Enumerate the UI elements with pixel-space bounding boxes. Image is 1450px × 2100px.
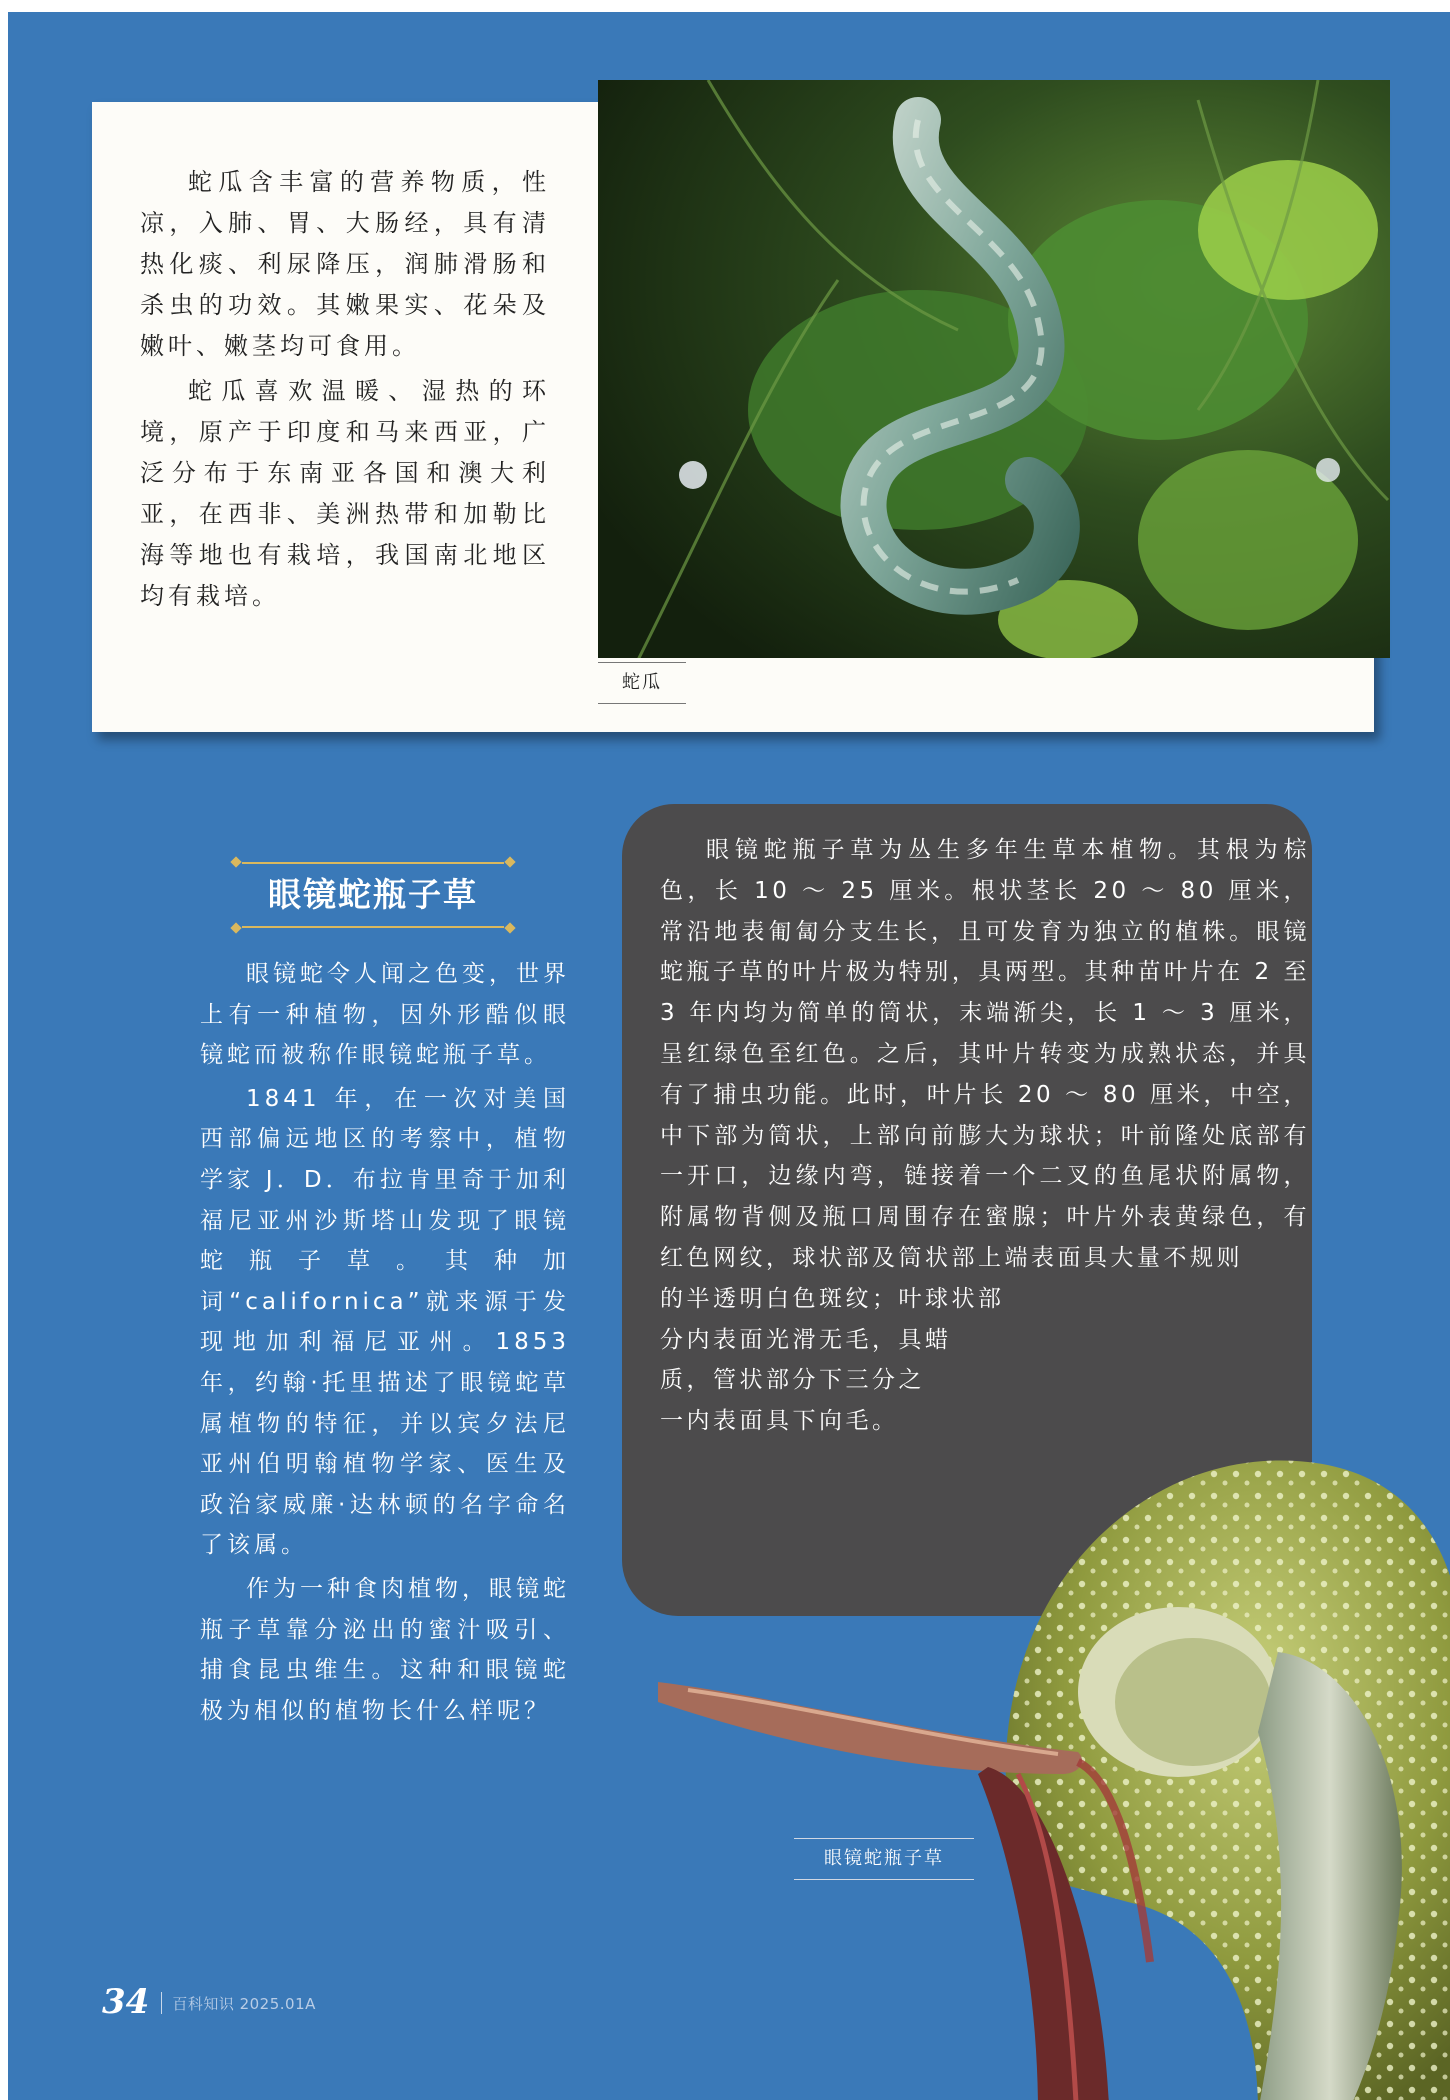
snake-gourd-photo (598, 80, 1390, 658)
left-paragraph-1: 眼镜蛇令人闻之色变，世界上有一种植物，因外形酷似眼镜蛇而被称作眼镜蛇瓶子草。 (200, 961, 570, 1069)
footer-divider (161, 1992, 162, 2014)
description-paragraph: 眼镜蛇瓶子草为丛生多年生草本植物。其根为棕色，长 10 ～ 25 厘米。根状茎长 20 ～ 80 厘米，常沿地表匍匐分支生长，且可发育为独立的植株。眼镜蛇瓶子草的叶片极为特别，具两型。其种苗叶片在 2 至 3 年内均为简单的筒状，末端渐尖，长 1 ～ 3 厘米，呈红绿色至红色。之后，其叶片转变为成熟状态，并具有了捕虫功能。此时，叶片长 20 ～ 80 厘米，中空，中下部为筒状，上部向前膨大为球状；叶前隆处底部有一开口，边缘内弯，链接着一个二叉的鱼尾状附属物，附属物背侧及瓶口周围存在蜜腺；叶片外表黄绿色，有红色网纹，球状部及筒状部上端表面具大量不规则 (660, 837, 1310, 1271)
page-background (8, 12, 1450, 2100)
description-line: 一内表面具下向毛。 (660, 1408, 899, 1435)
snake-gourd-text (140, 162, 550, 621)
title-ornament (230, 922, 241, 933)
description-line: 质，管状部分下三分之 (660, 1367, 925, 1394)
title-ornament (230, 856, 241, 867)
description-line: 的半透明白色斑纹；叶球状部 (660, 1285, 1005, 1312)
snake-gourd-paragraph-1: 蛇瓜含丰富的营养物质，性凉，入肺、胃、大肠经，具有清热化痰、利尿降压，润肺滑肠和杀虫的功效。其嫩果实、花朵及嫩叶、嫩茎均可食用。 (140, 168, 550, 360)
description-text (660, 830, 1310, 1442)
title-ornament (504, 922, 515, 933)
magazine-name: 百科知识 2025.01A (172, 1995, 316, 2013)
page-footer (102, 1980, 316, 2020)
title-ornament (504, 856, 515, 867)
section-title (228, 860, 518, 930)
section-title-text: 眼镜蛇瓶子草 (268, 875, 478, 914)
description-line: 分内表面光滑无毛，具蜡 (660, 1326, 952, 1353)
title-rule-top (242, 862, 504, 864)
left-paragraph-3: 作为一种食肉植物，眼镜蛇瓶子草靠分泌出的蜜汁吸引、捕食昆虫维生。这种和眼镜蛇极为相似的植物长什么样呢？ (200, 1575, 570, 1724)
snake-gourd-paragraph-2: 蛇瓜喜欢温暖、湿热的环境，原产于印度和马来西亚，广泛分布于东南亚各国和澳大利亚，在西非、美洲热带和加勒比海等地也有栽培，我国南北地区均有栽培。 (140, 377, 550, 610)
title-rule-bottom (242, 926, 504, 928)
cobra-lily-photo (658, 1402, 1450, 2100)
cobra-lily-caption: 眼镜蛇瓶子草 (794, 1838, 974, 1880)
left-paragraph-2: 1841 年，在一次对美国西部偏远地区的考察中，植物学家 J．D．布拉肯里奇于加利福尼亚州沙斯塔山发现了眼镜蛇瓶子草。其种加词“californica”就来源于发现地加利福尼亚州。1853 年，约翰·托里描述了眼镜蛇草属植物的特征，并以宾夕法尼亚州伯明翰植物学家、医生及政治家威廉·达林顿的名字命名了该属。 (200, 1085, 570, 1559)
snake-gourd-caption: 蛇瓜 (598, 662, 686, 704)
page-number: 34 (102, 1982, 150, 2022)
left-column-text (200, 954, 570, 1734)
